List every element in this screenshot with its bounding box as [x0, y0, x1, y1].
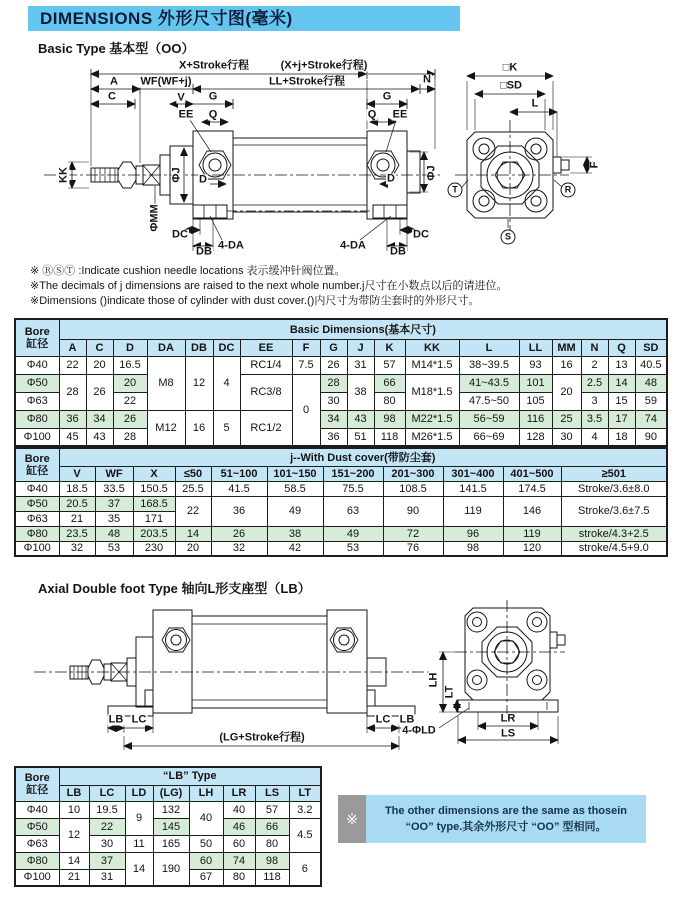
dim-label-d-left: D — [199, 173, 207, 186]
col-header: ≤50 — [175, 466, 211, 481]
col-header: DA — [147, 339, 185, 356]
dim-label-phi-j-right: ΦJ — [425, 165, 438, 181]
cell: 108.5 — [383, 481, 443, 496]
col-header: G — [320, 339, 347, 356]
cell: 74 — [635, 410, 667, 428]
bore-header — [15, 448, 59, 481]
bore-en: Bore — [24, 772, 50, 785]
cell: 98 — [255, 852, 289, 869]
cell: Φ100 — [15, 541, 59, 556]
cell: 116 — [519, 410, 552, 428]
cell: 4 — [213, 356, 240, 410]
cell: M14*1.5 — [405, 356, 459, 374]
cell: 28 — [320, 374, 347, 392]
dim-label-lc-left: LC — [131, 713, 147, 726]
cell: 22 — [89, 818, 125, 835]
cell: 3.5 — [581, 410, 608, 428]
col-header: F — [292, 339, 320, 356]
col-header: Q — [608, 339, 635, 356]
note-box-mark: ※ — [338, 795, 366, 843]
dim-label-square-k: □K — [502, 61, 518, 74]
dim-label-q-left: Q — [208, 108, 218, 121]
dim-label-xj-stroke: (X+j+Stroke行程) — [280, 59, 368, 72]
dim-label-4-phi-ld: 4-ΦLD — [402, 724, 436, 737]
col-header: EE — [240, 339, 292, 356]
cell: 57 — [374, 356, 405, 374]
dim-label-ee-right: EE — [392, 108, 408, 121]
cell: 16 — [552, 356, 581, 374]
cell: 38 — [347, 374, 374, 410]
cell: 141.5 — [443, 481, 503, 496]
col-header: K — [374, 339, 405, 356]
drawing-basic-svg — [14, 58, 666, 260]
cell: 26 — [211, 526, 267, 541]
col-header: LT — [289, 785, 321, 801]
cell: 80 — [255, 835, 289, 852]
cell: 49 — [323, 526, 383, 541]
cell: 51 — [347, 428, 374, 446]
col-header: A — [59, 339, 86, 356]
cell: 38 — [267, 526, 323, 541]
end-view-geometry — [455, 120, 569, 234]
col-header: D — [113, 339, 147, 356]
cell: 13 — [608, 356, 635, 374]
cell: M18*1.5 — [405, 374, 459, 410]
table-row — [15, 852, 321, 869]
cell: 17 — [608, 410, 635, 428]
cell: 32 — [59, 541, 95, 556]
col-header: (LG) — [153, 785, 189, 801]
cell: 26 — [320, 356, 347, 374]
section-heading-axial: Axial Double foot Type 轴向L形支座型（LB） — [38, 581, 311, 596]
end-view-dimensions — [439, 652, 558, 744]
cell: 90 — [383, 496, 443, 526]
table-row — [15, 356, 667, 374]
cushion-needle-t: T — [448, 183, 463, 198]
col-header: 151~200 — [323, 466, 383, 481]
cell: 72 — [383, 526, 443, 541]
col-header: 51~100 — [211, 466, 267, 481]
cell: Stroke/3.6±7.5 — [561, 496, 667, 526]
col-header: 401~500 — [503, 466, 561, 481]
cell: 50 — [189, 835, 223, 852]
cell: Φ80 — [15, 410, 59, 428]
cell: 26 — [86, 374, 113, 410]
note-line-1: ※ ⓇⓈⓉ :Indicate cushion needle locations 表示缓冲针阀位置。 — [30, 265, 346, 277]
cell: 53 — [95, 541, 133, 556]
dim-label-phi-mm: ΦMM — [148, 204, 161, 232]
cell: 66~69 — [459, 428, 519, 446]
cell: 26 — [113, 410, 147, 428]
cell: 56~59 — [459, 410, 519, 428]
dim-label-4da-right: 4-DA — [340, 239, 366, 252]
table-row — [15, 801, 321, 818]
cell: 21 — [59, 869, 89, 886]
cell: 40 — [189, 801, 223, 835]
lb-type-table — [14, 766, 322, 887]
table-title: “LB” Type — [59, 767, 321, 785]
col-header: KK — [405, 339, 459, 356]
table-row — [15, 481, 667, 496]
note-line-3: ※Dimensions ()indicate those of cylinder with dust cover.()内尺寸为带防尘套时的外形尺寸。 — [30, 295, 480, 307]
note-box-line-1: The other dimensions are the same as thosein — [384, 805, 628, 817]
cell: 12 — [59, 818, 89, 852]
cell: Φ50 — [15, 374, 59, 392]
drawing-axial-type — [14, 598, 666, 764]
cell: 5 — [213, 410, 240, 446]
cell: 33.5 — [95, 481, 133, 496]
cell: 168.5 — [133, 496, 175, 511]
table-header-row — [15, 466, 667, 481]
bore-header — [15, 319, 59, 356]
cell: 46 — [223, 818, 255, 835]
dim-label-x-stroke: X+Stroke行程 — [179, 59, 249, 72]
cell: 67 — [189, 869, 223, 886]
cell: 12 — [185, 356, 213, 410]
cell: 165 — [153, 835, 189, 852]
col-header: 201~300 — [383, 466, 443, 481]
dim-label-g-right: G — [382, 90, 392, 103]
col-header: L — [459, 339, 519, 356]
cell: 9 — [125, 801, 153, 835]
cell: Φ40 — [15, 356, 59, 374]
dim-label-n: N — [423, 73, 431, 86]
cell: 23.5 — [59, 526, 95, 541]
cell: 80 — [223, 869, 255, 886]
table-row — [15, 818, 321, 835]
cell: 31 — [89, 869, 125, 886]
cell: 43 — [347, 410, 374, 428]
dim-label-kk: KK — [57, 167, 70, 183]
col-header: X — [133, 466, 175, 481]
cell: 66 — [374, 374, 405, 392]
cell: 0 — [292, 374, 320, 446]
dim-label-f: F — [588, 161, 601, 169]
cell: 230 — [133, 541, 175, 556]
cell: 98 — [443, 541, 503, 556]
cell: 20 — [86, 356, 113, 374]
cushion-needle-s: S — [501, 230, 516, 245]
col-header: LR — [223, 785, 255, 801]
note-line-2: ※The decimals of j dimensions are raised to the next whole number.j尺寸在小数点以后的请进位。 — [30, 280, 508, 292]
col-header: WF — [95, 466, 133, 481]
cell: 14 — [59, 852, 89, 869]
cell: 34 — [86, 410, 113, 428]
table-row — [15, 526, 667, 541]
cell: 150.5 — [133, 481, 175, 496]
dim-label-phi-j-left: ΦJ — [170, 167, 183, 183]
dim-label-db-right: DB — [390, 245, 406, 258]
col-header: LC — [89, 785, 125, 801]
cell: 59 — [635, 392, 667, 410]
dim-label-lc-right: LC — [375, 713, 391, 726]
cell: 105 — [519, 392, 552, 410]
cell: 30 — [320, 392, 347, 410]
col-header: V — [59, 466, 95, 481]
table-title: Basic Dimensions(基本尺寸) — [59, 319, 667, 339]
cell: 14 — [125, 852, 153, 886]
cell: Φ100 — [15, 869, 59, 886]
cell: 118 — [255, 869, 289, 886]
cell: stroke/4.3+2.5 — [561, 526, 667, 541]
cell: 75.5 — [323, 481, 383, 496]
col-header: SD — [635, 339, 667, 356]
end-view-geometry — [455, 600, 565, 720]
cell: 74 — [223, 852, 255, 869]
cell: 35 — [95, 511, 133, 526]
cell: 36 — [59, 410, 86, 428]
dim-label-ll-stroke: LL+Stroke行程 — [268, 75, 346, 88]
cell: 21 — [59, 511, 95, 526]
cell: 171 — [133, 511, 175, 526]
cell: 4 — [581, 428, 608, 446]
cell: 60 — [189, 852, 223, 869]
dim-label-lt: LT — [443, 685, 456, 699]
dim-label-g-left: G — [208, 90, 218, 103]
basic-dimensions-table — [14, 318, 668, 447]
cell: 43 — [86, 428, 113, 446]
cell: 76 — [383, 541, 443, 556]
col-header: N — [581, 339, 608, 356]
dim-label-4da-left: 4-DA — [218, 239, 244, 252]
cell: 30 — [89, 835, 125, 852]
dim-label-dc-left: DC — [172, 228, 188, 241]
cell: M12 — [147, 410, 185, 446]
cell: 93 — [519, 356, 552, 374]
col-header: MM — [552, 339, 581, 356]
cell: 25.5 — [175, 481, 211, 496]
dim-label-lb-right: LB — [399, 713, 415, 726]
cell: 101 — [519, 374, 552, 392]
col-header: LB — [59, 785, 89, 801]
cell: Φ50 — [15, 818, 59, 835]
dim-label-c: C — [108, 90, 116, 103]
cell: 66 — [255, 818, 289, 835]
cell: 3.2 — [289, 801, 321, 818]
cell: 34 — [320, 410, 347, 428]
cell: 15 — [608, 392, 635, 410]
col-header: J — [347, 339, 374, 356]
note-box — [366, 795, 646, 843]
cell: 16.5 — [113, 356, 147, 374]
cell: 45 — [59, 428, 86, 446]
cell: Φ40 — [15, 801, 59, 818]
dim-label-d-right: D — [387, 172, 395, 185]
col-header: LL — [519, 339, 552, 356]
bore-header — [15, 767, 59, 801]
cell: 41~43.5 — [459, 374, 519, 392]
side-view-geometry — [34, 610, 434, 716]
dim-label-q-right: Q — [367, 108, 377, 121]
cell: Φ63 — [15, 392, 59, 410]
cell: 41.5 — [211, 481, 267, 496]
cell: 40.5 — [635, 356, 667, 374]
drawing-basic-type — [14, 58, 666, 260]
table-row — [15, 428, 667, 446]
cell: 98 — [374, 410, 405, 428]
bore-en: Bore — [24, 325, 50, 338]
table-header-row — [15, 319, 667, 339]
bore-cn: 缸径 — [26, 784, 49, 797]
cell: 146 — [503, 496, 561, 526]
cell: Φ63 — [15, 511, 59, 526]
cell: 6 — [289, 852, 321, 886]
cell: 37 — [89, 852, 125, 869]
cell: 36 — [320, 428, 347, 446]
cell: M22*1.5 — [405, 410, 459, 428]
dim-label-lr: LR — [500, 712, 516, 725]
cell: 18 — [608, 428, 635, 446]
dim-label-dc-right: DC — [413, 228, 429, 241]
cell: 145 — [153, 818, 189, 835]
page-title: DIMENSIONS 外形尺寸图(毫米) — [28, 6, 460, 31]
cell: 10 — [59, 801, 89, 818]
cell: 25 — [552, 410, 581, 428]
cell: 4.5 — [289, 818, 321, 852]
cell: 48 — [95, 526, 133, 541]
drawing-axial-svg — [14, 598, 666, 764]
note-box-line-2: “OO” type.其余外形尺寸 “OO” 型相同。 — [405, 821, 607, 833]
table-row — [15, 496, 667, 511]
cell: 3 — [581, 392, 608, 410]
dust-cover-table — [14, 447, 668, 557]
table-title: j--With Dust cover(带防尘套) — [59, 448, 667, 466]
cell: 20 — [552, 374, 581, 410]
cell: 22 — [175, 496, 211, 526]
table-row — [15, 541, 667, 556]
table-header-row — [15, 785, 321, 801]
cell: 38~39.5 — [459, 356, 519, 374]
bore-cn: 缸径 — [26, 337, 49, 350]
cell: 48 — [635, 374, 667, 392]
dim-label-l: L — [531, 97, 539, 110]
cell: 22 — [59, 356, 86, 374]
cell: Φ63 — [15, 835, 59, 852]
cell: RC3/8 — [240, 374, 292, 410]
cell: 20 — [113, 374, 147, 392]
dim-label-lb-left: LB — [108, 713, 124, 726]
table-row — [15, 410, 667, 428]
cell: 190 — [153, 852, 189, 886]
cell: 119 — [443, 496, 503, 526]
cell: Φ80 — [15, 852, 59, 869]
cell: 57 — [255, 801, 289, 818]
col-header: ≥501 — [561, 466, 667, 481]
cell: 203.5 — [133, 526, 175, 541]
cell: 40 — [223, 801, 255, 818]
cell: 128 — [519, 428, 552, 446]
table-row — [15, 374, 667, 392]
cell: RC1/2 — [240, 410, 292, 446]
dim-label-v: V — [177, 91, 185, 104]
cell: 22 — [113, 392, 147, 410]
section-heading-basic: Basic Type 基本型（OO） — [38, 41, 195, 56]
cell: 119 — [503, 526, 561, 541]
cell: 120 — [503, 541, 561, 556]
cell: Φ100 — [15, 428, 59, 446]
col-header: LS — [255, 785, 289, 801]
cell: 53 — [323, 541, 383, 556]
dim-label-lh: LH — [427, 672, 440, 688]
cell: Stroke/3.6±8.0 — [561, 481, 667, 496]
cell: 28 — [59, 374, 86, 410]
col-header: DB — [185, 339, 213, 356]
cell: 47.5~50 — [459, 392, 519, 410]
side-view-geometry — [44, 131, 442, 219]
cell: 90 — [635, 428, 667, 446]
cell: 31 — [347, 356, 374, 374]
col-header: C — [86, 339, 113, 356]
cell: M8 — [147, 356, 185, 410]
dim-label-ls: LS — [500, 727, 516, 740]
dim-label-a: A — [110, 75, 118, 88]
dim-label-lg-stroke: (LG+Stroke行程) — [219, 731, 305, 744]
cell: RC1/4 — [240, 356, 292, 374]
cell: Φ80 — [15, 526, 59, 541]
cell: 96 — [443, 526, 503, 541]
cell: 132 — [153, 801, 189, 818]
cell: stroke/4.5+9.0 — [561, 541, 667, 556]
cell: 11 — [125, 835, 153, 852]
dim-label-square-sd: □SD — [500, 79, 522, 92]
table-header-row — [15, 767, 321, 785]
cell: 28 — [113, 428, 147, 446]
cell: 36 — [211, 496, 267, 526]
cell: 19.5 — [89, 801, 125, 818]
col-header: DC — [213, 339, 240, 356]
cell: 18.5 — [59, 481, 95, 496]
col-header: LD — [125, 785, 153, 801]
cell: 42 — [267, 541, 323, 556]
cell: 37 — [95, 496, 133, 511]
dim-label-wf: WF(WF+j) — [140, 75, 192, 88]
cell: Φ50 — [15, 496, 59, 511]
bore-en: Bore — [24, 452, 50, 465]
cell: 32 — [211, 541, 267, 556]
cell: 174.5 — [503, 481, 561, 496]
cell: 14 — [175, 526, 211, 541]
cell: 20 — [175, 541, 211, 556]
cell: 60 — [223, 835, 255, 852]
cell: 2 — [581, 356, 608, 374]
dim-label-ee-left: EE — [178, 108, 194, 121]
bore-cn: 缸径 — [26, 464, 49, 477]
cell: 63 — [323, 496, 383, 526]
cell: 80 — [374, 392, 405, 410]
col-header: 101~150 — [267, 466, 323, 481]
cell: Φ40 — [15, 481, 59, 496]
cell: 58.5 — [267, 481, 323, 496]
cell: 49 — [267, 496, 323, 526]
cell: 7.5 — [292, 356, 320, 374]
cell: 20.5 — [59, 496, 95, 511]
dim-label-db-left: DB — [196, 245, 212, 258]
cell: 2.5 — [581, 374, 608, 392]
cell: 14 — [608, 374, 635, 392]
cell: M26*1.5 — [405, 428, 459, 446]
table-header-row — [15, 339, 667, 356]
cell: 118 — [374, 428, 405, 446]
cell: 30 — [552, 428, 581, 446]
col-header: LH — [189, 785, 223, 801]
cushion-needle-r: R — [561, 183, 576, 198]
col-header: 301~400 — [443, 466, 503, 481]
cell: 16 — [185, 410, 213, 446]
table-header-row — [15, 448, 667, 466]
